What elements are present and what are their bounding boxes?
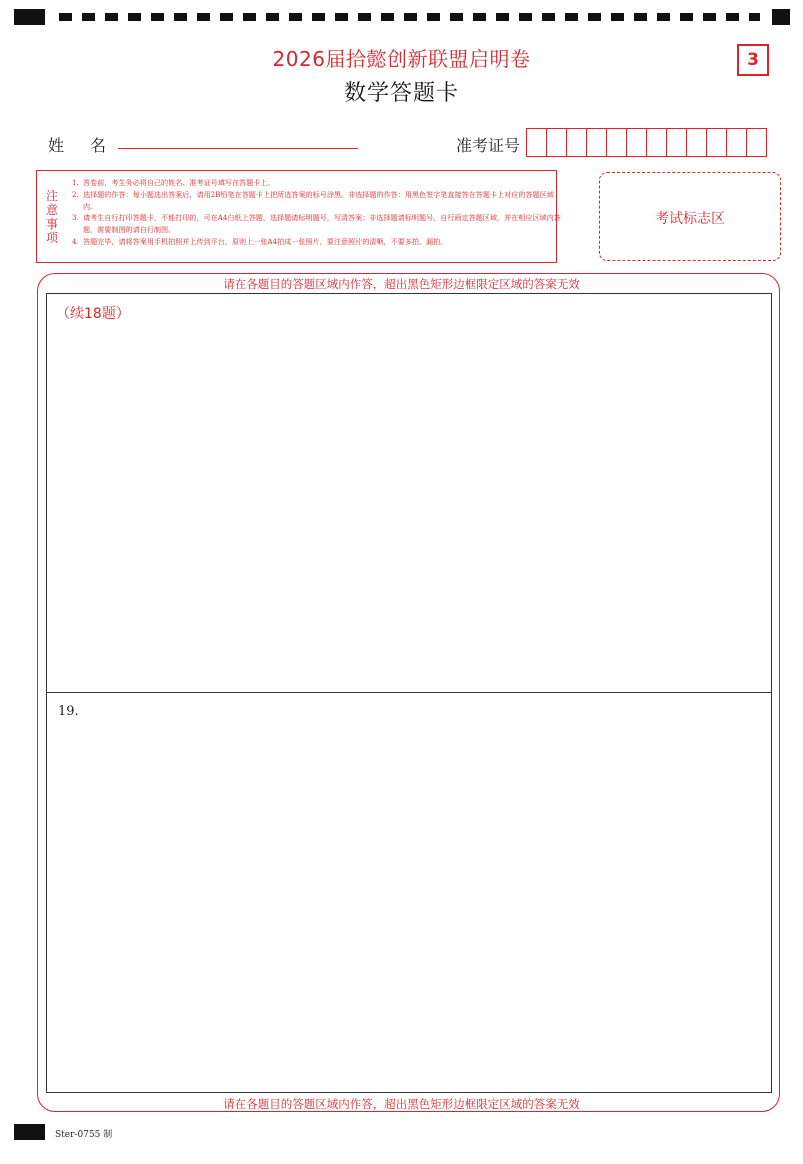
id-digit-box[interactable]	[706, 128, 727, 157]
notice-box	[36, 170, 561, 263]
id-digit-box[interactable]	[526, 128, 547, 157]
id-label: 准考证号	[456, 136, 521, 155]
id-digit-box[interactable]	[566, 128, 587, 157]
name-input-line[interactable]	[118, 148, 358, 149]
sheet-title: 数学答题卡	[343, 81, 459, 106]
id-digit-box[interactable]	[646, 128, 667, 157]
id-digit-box[interactable]	[666, 128, 687, 157]
id-digit-box[interactable]	[746, 128, 767, 157]
id-digit-box[interactable]	[686, 128, 707, 157]
notice-label: 注意事项	[45, 189, 58, 245]
id-digit-box[interactable]	[606, 128, 627, 157]
notice-list	[67, 177, 561, 248]
answer-box[interactable]	[46, 293, 772, 1093]
alignment-block-left	[14, 9, 45, 25]
notice-item: 1. 答卷前，考生务必将自己的姓名、准考证号填写在答题卡上。	[81, 177, 561, 189]
notice-item: 4. 答题完毕，请将答案用手机拍照并上传到平台，原则上一张A4拍成一张照片，要注意照片的清晰，不要多拍、漏拍。	[81, 236, 561, 248]
id-digit-box[interactable]	[726, 128, 747, 157]
footer-code: Ster-0755 制	[55, 1130, 113, 1140]
id-boxes[interactable]	[527, 128, 767, 157]
id-digit-box[interactable]	[546, 128, 567, 157]
name-label: 姓名	[48, 136, 133, 155]
id-digit-box[interactable]	[626, 128, 647, 157]
alignment-block-right	[772, 9, 790, 25]
footer-alignment-block	[14, 1124, 45, 1140]
notice-item: 2. 选择题的作答：每小题选出答案后，请用2B铅笔在答题卡上把所选答案的标号涂黑。非选择题的作答：用黑色签字笔直接答在答题卡上对应的答题区域内。	[81, 189, 561, 213]
question-19-label: 19.	[58, 704, 79, 719]
timing-marks	[59, 13, 760, 21]
exam-mark-label: 考试标志区	[655, 211, 725, 227]
warning-top: 请在各题目的答题区域内作答，超出黑色矩形边框限定区域的答案无效	[223, 277, 580, 291]
exam-mark-area	[599, 172, 781, 261]
id-digit-box[interactable]	[586, 128, 607, 157]
page-number-badge: 3	[737, 44, 769, 76]
notice-item: 3. 请考生自行打印答题卡，不能打印的，可在A4白纸上答题，选择题请标明题号，写清答案；非选择题请标明题号，自行画定答题区域，并在相应区域内答题，需要制图的请自行制图。	[81, 212, 561, 236]
section-divider	[47, 692, 771, 693]
top-alignment-bar	[14, 9, 790, 25]
warning-bottom: 请在各题目的答题区域内作答，超出黑色矩形边框限定区域的答案无效	[223, 1097, 580, 1111]
question-18-continued-label: （续18题）	[56, 306, 130, 322]
exam-title: 2026届拾懿创新联盟启明卷	[272, 47, 531, 71]
